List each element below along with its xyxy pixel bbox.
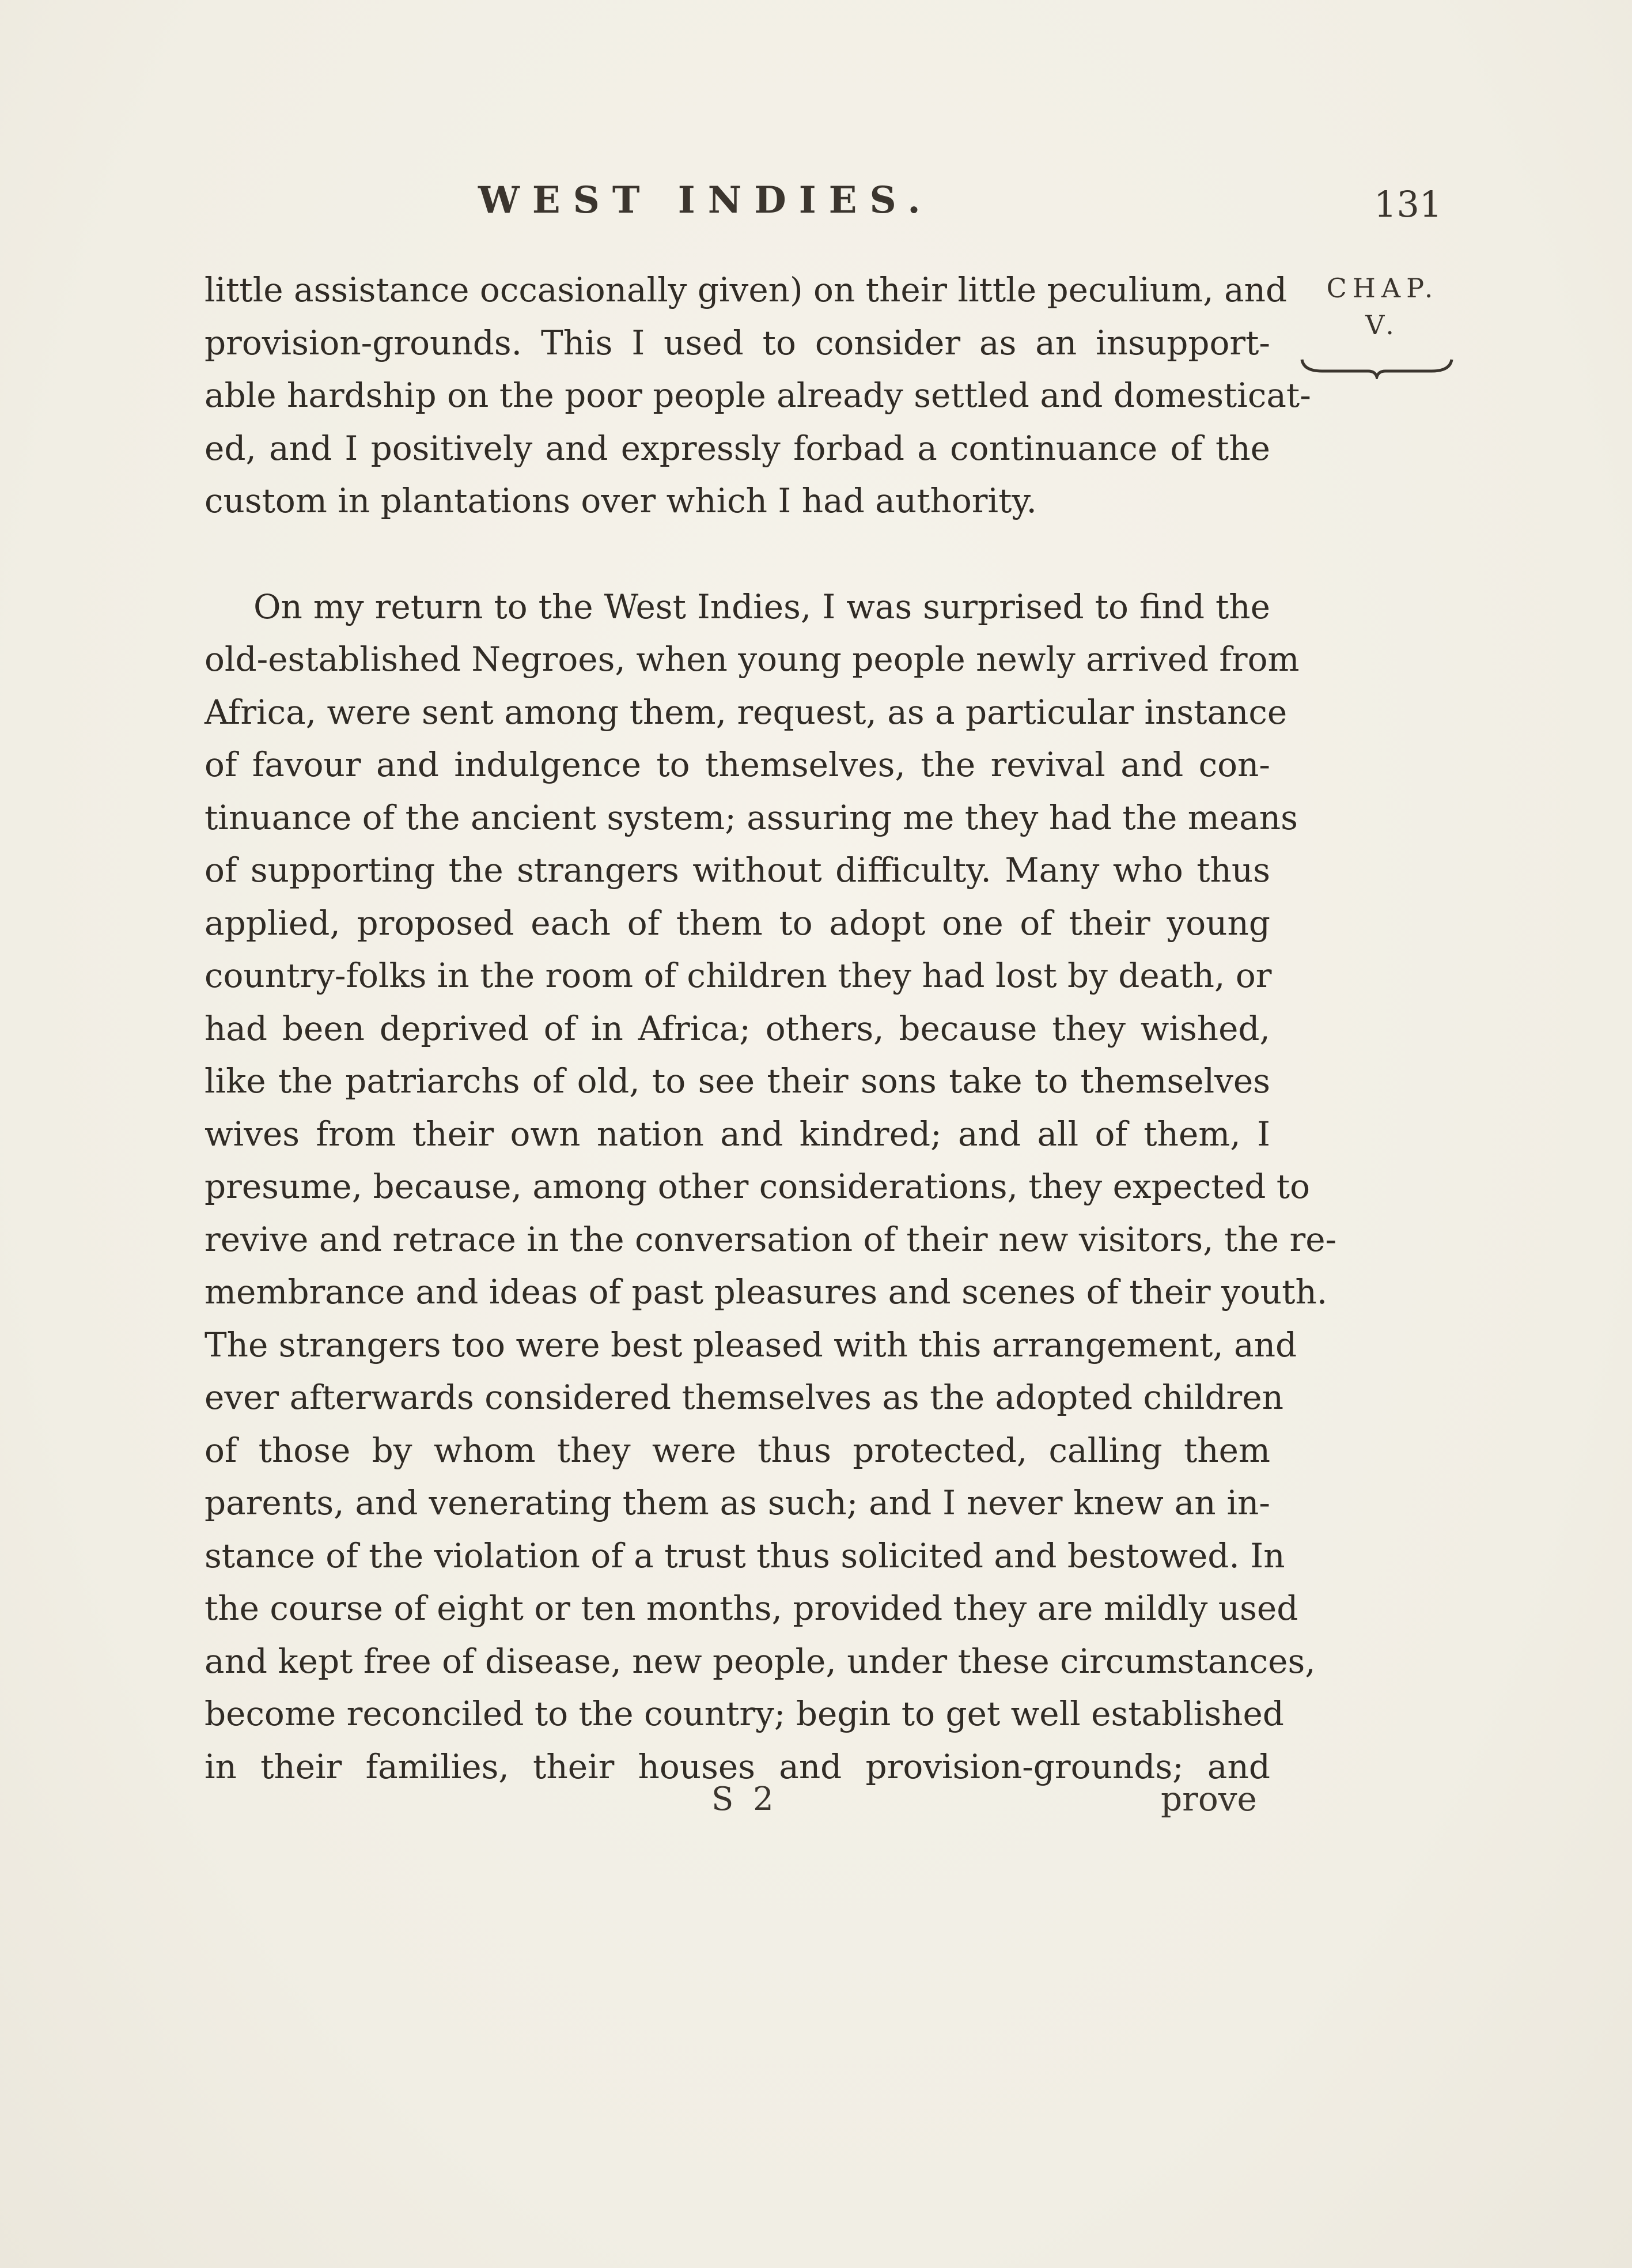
chapter-label: CHAP. <box>1326 273 1439 304</box>
text-line: of those by whom they were thus protected, calling them <box>205 1430 1270 1470</box>
paragraph-2 <box>205 581 1337 1794</box>
text-line: tinuance of the ancient system; assuring me they had the means <box>205 797 1298 837</box>
paragraph-1 <box>205 264 1311 528</box>
text-line: the course of eight or ten months, provided they are mildly used <box>205 1589 1298 1628</box>
brace-ornament-icon <box>1299 356 1455 379</box>
text-line: of supporting the strangers without difficulty. Many who thus <box>205 850 1270 890</box>
text-line: membrance and ideas of past pleasures and scenes of their youth. <box>205 1272 1328 1311</box>
text-line: wives from their own nation and kindred; and all of them, I <box>205 1114 1270 1154</box>
running-head: WEST INDIES. <box>478 179 933 222</box>
text-line: little assistance occasionally given) on their little peculium, and <box>205 270 1288 309</box>
body-text <box>205 264 1337 1793</box>
text-line: had been deprived of in Africa; others, because they wished, <box>205 1008 1270 1048</box>
text-line: presume, because, among other considerations, they expected to <box>205 1167 1310 1206</box>
page-number: 131 <box>1374 183 1442 225</box>
text-line: ever afterwards considered themselves as the adopted children <box>205 1378 1283 1417</box>
text-line: of favour and indulgence to themselves, the revival and con- <box>205 745 1270 784</box>
margin-chapter-note <box>1308 270 1457 343</box>
chapter-number: V. <box>1365 309 1400 341</box>
text-line: revive and retrace in the conversation of their new visitors, the re- <box>205 1219 1337 1259</box>
text-line: custom in plantations over which I had authority. <box>205 481 1037 520</box>
signature-mark: S 2 <box>711 1781 778 1818</box>
paragraph-gap <box>205 528 1270 581</box>
text-line: stance of the violation of a trust thus solicited and bestowed. In <box>205 1536 1285 1575</box>
text-line: able hardship on the poor people already settled and domesticat- <box>205 376 1311 415</box>
text-line: and kept free of disease, new people, under these circumstances, <box>205 1641 1316 1681</box>
text-line: provision-grounds. This I used to consider as an insupport- <box>205 323 1270 362</box>
text-line: On my return to the West Indies, I was surprised to find the <box>253 587 1270 626</box>
text-line: applied, proposed each of them to adopt one of their young <box>205 903 1270 943</box>
text-line: old-established Negroes, when young people newly arrived from <box>205 640 1300 679</box>
catchword: prove <box>1161 1779 1257 1819</box>
text-line: The strangers too were best pleased with this arrangement, and <box>205 1325 1297 1364</box>
text-line: Africa, were sent among them, request, as a particular instance <box>205 692 1288 732</box>
text-line: country-folks in the room of children they had lost by death, or <box>205 956 1272 995</box>
text-line: ed, and I positively and expressly forbad a continuance of the <box>205 428 1270 468</box>
text-line: parents, and venerating them as such; and I never knew an in- <box>205 1483 1270 1522</box>
text-line: like the patriarchs of old, to see their sons take to themselves <box>205 1061 1270 1101</box>
text-line: in their families, their houses and provision-grounds; and <box>205 1747 1270 1786</box>
text-line: become reconciled to the country; begin to get well established <box>205 1694 1284 1733</box>
